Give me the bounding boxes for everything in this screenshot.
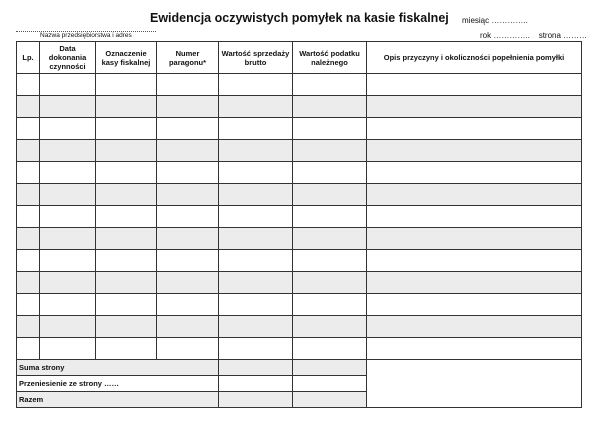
table-cell[interactable]: [157, 250, 219, 272]
table-row: [17, 338, 582, 360]
table-cell[interactable]: [157, 96, 219, 118]
footer-cell[interactable]: [293, 376, 367, 392]
table-row: [17, 206, 582, 228]
table-cell[interactable]: [96, 272, 157, 294]
table-row: [17, 228, 582, 250]
col-header-gross: Wartość sprzedaży brutto: [219, 42, 293, 74]
col-header-description: Opis przyczyny i okoliczności popełnienia pomyłki: [367, 42, 582, 74]
table-cell[interactable]: [293, 184, 367, 206]
table-cell[interactable]: [219, 140, 293, 162]
footer-label-total: Razem: [17, 392, 219, 408]
table-cell[interactable]: [40, 206, 96, 228]
table-cell[interactable]: [157, 162, 219, 184]
table-cell[interactable]: [367, 316, 582, 338]
table-cell[interactable]: [219, 272, 293, 294]
col-header-date: Data dokonania czynności: [40, 42, 96, 74]
table-cell[interactable]: [96, 250, 157, 272]
table-cell[interactable]: [219, 162, 293, 184]
table-cell[interactable]: [367, 294, 582, 316]
table-cell[interactable]: [293, 206, 367, 228]
table-cell[interactable]: [367, 250, 582, 272]
table-row: [17, 294, 582, 316]
table-cell[interactable]: [157, 74, 219, 96]
table-cell[interactable]: [367, 118, 582, 140]
table-cell[interactable]: [96, 338, 157, 360]
table-cell[interactable]: [40, 338, 96, 360]
table-cell[interactable]: [96, 184, 157, 206]
table-cell[interactable]: [157, 294, 219, 316]
records-table: [16, 41, 582, 408]
table-cell[interactable]: [367, 96, 582, 118]
table-cell[interactable]: [219, 184, 293, 206]
table-cell[interactable]: [17, 272, 40, 294]
table-cell[interactable]: [40, 140, 96, 162]
table-cell[interactable]: [219, 250, 293, 272]
table-cell[interactable]: [96, 228, 157, 250]
footer-row-page-sum: [17, 360, 582, 376]
footer-label-carried: Przeniesienie ze strony ……: [17, 376, 219, 392]
table-cell[interactable]: [219, 206, 293, 228]
table-cell[interactable]: [96, 74, 157, 96]
footer-blank-description: [367, 360, 582, 408]
table-cell[interactable]: [17, 338, 40, 360]
footer-cell[interactable]: [219, 376, 293, 392]
table-cell[interactable]: [293, 228, 367, 250]
table-cell[interactable]: [157, 184, 219, 206]
table-cell[interactable]: [293, 96, 367, 118]
table-row: [17, 272, 582, 294]
table-row: [17, 74, 582, 96]
table-cell[interactable]: [157, 140, 219, 162]
table-cell[interactable]: [219, 228, 293, 250]
table-cell[interactable]: [17, 162, 40, 184]
footer-cell[interactable]: [219, 360, 293, 376]
table-cell[interactable]: [40, 250, 96, 272]
table-cell[interactable]: [17, 250, 40, 272]
form-title: Ewidencja oczywistych pomyłek na kasie fiskalnej: [150, 11, 449, 25]
table-cell[interactable]: [157, 272, 219, 294]
table-cell[interactable]: [96, 294, 157, 316]
month-label: miesiąc: [462, 16, 490, 25]
table-cell[interactable]: [367, 162, 582, 184]
table-cell[interactable]: [17, 74, 40, 96]
footer-cell[interactable]: [219, 392, 293, 408]
table-cell[interactable]: [219, 118, 293, 140]
header-row: [17, 42, 582, 74]
table-cell[interactable]: [367, 206, 582, 228]
company-caption: Nazwa przedsiębiorstwa i adres: [40, 32, 132, 39]
table-cell[interactable]: [17, 96, 40, 118]
table-cell[interactable]: [40, 74, 96, 96]
table-cell[interactable]: [367, 140, 582, 162]
table-cell[interactable]: [96, 316, 157, 338]
table-cell[interactable]: [367, 184, 582, 206]
table-cell[interactable]: [17, 140, 40, 162]
table-cell[interactable]: [219, 316, 293, 338]
table-cell[interactable]: [367, 228, 582, 250]
page-label: strona: [538, 31, 561, 40]
col-header-lp: Lp.: [17, 42, 40, 74]
table-row: [17, 184, 582, 206]
table-cell[interactable]: [40, 294, 96, 316]
table-row: [17, 118, 582, 140]
table-cell[interactable]: [367, 272, 582, 294]
table-cell[interactable]: [17, 316, 40, 338]
table-cell[interactable]: [219, 74, 293, 96]
month-field: [462, 16, 528, 25]
year-value: …………..: [493, 31, 530, 40]
table-cell[interactable]: [219, 96, 293, 118]
table-cell[interactable]: [367, 74, 582, 96]
table-cell[interactable]: [96, 96, 157, 118]
table-cell[interactable]: [157, 316, 219, 338]
table-cell[interactable]: [293, 140, 367, 162]
table-cell[interactable]: [219, 338, 293, 360]
table-cell[interactable]: [96, 118, 157, 140]
table-row: [17, 316, 582, 338]
table-cell[interactable]: [367, 338, 582, 360]
col-header-tax: Wartość podatku należnego: [293, 42, 367, 74]
table-row: [17, 140, 582, 162]
table-cell[interactable]: [40, 272, 96, 294]
table-cell[interactable]: [293, 294, 367, 316]
table-row: [17, 162, 582, 184]
footer-cell[interactable]: [293, 360, 367, 376]
table-cell[interactable]: [17, 118, 40, 140]
table-cell[interactable]: [40, 118, 96, 140]
table-cell[interactable]: [157, 228, 219, 250]
year-page-field: [480, 31, 587, 40]
table-cell[interactable]: [293, 338, 367, 360]
table-cell[interactable]: [17, 228, 40, 250]
table-cell[interactable]: [293, 74, 367, 96]
table-cell[interactable]: [293, 162, 367, 184]
table-cell[interactable]: [96, 140, 157, 162]
footer-label-page-sum: Suma strony: [17, 360, 219, 376]
table-cell[interactable]: [96, 162, 157, 184]
col-header-register: Oznaczenie kasy fiskalnej: [96, 42, 157, 74]
footer-cell[interactable]: [293, 392, 367, 408]
table-cell[interactable]: [40, 184, 96, 206]
table-cell[interactable]: [293, 250, 367, 272]
table-cell[interactable]: [40, 228, 96, 250]
table-cell[interactable]: [157, 206, 219, 228]
table-row: [17, 96, 582, 118]
table-cell[interactable]: [17, 294, 40, 316]
table-cell[interactable]: [17, 184, 40, 206]
table-cell[interactable]: [40, 162, 96, 184]
table-cell[interactable]: [293, 316, 367, 338]
col-header-receipt: Numer paragonu*: [157, 42, 219, 74]
table-cell[interactable]: [293, 118, 367, 140]
table-cell[interactable]: [17, 206, 40, 228]
month-value: …………..: [491, 16, 528, 25]
table-cell[interactable]: [293, 272, 367, 294]
page-value: ………: [563, 31, 588, 40]
year-label: rok: [480, 31, 492, 40]
table-row: [17, 250, 582, 272]
table-cell[interactable]: [157, 118, 219, 140]
table-cell[interactable]: [40, 316, 96, 338]
table-cell[interactable]: [96, 206, 157, 228]
table-cell[interactable]: [157, 338, 219, 360]
table-cell[interactable]: [40, 96, 96, 118]
table-cell[interactable]: [219, 294, 293, 316]
